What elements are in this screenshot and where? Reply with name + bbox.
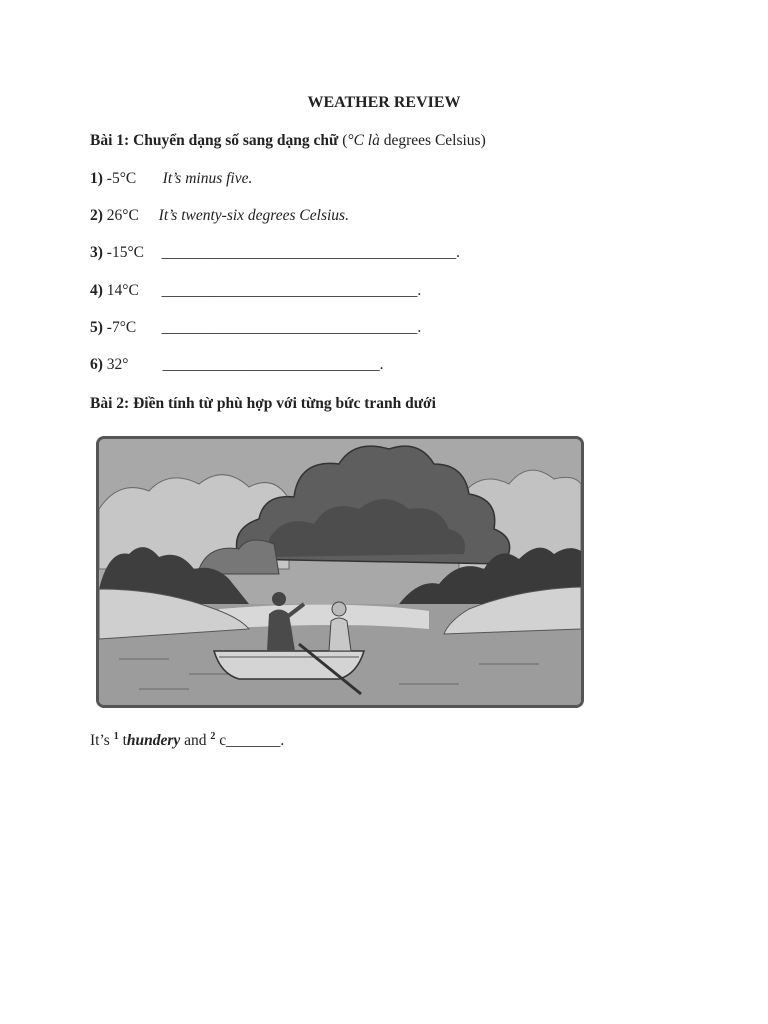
exercise-item [90, 170, 252, 188]
exercise-1-note-open: ( [342, 132, 348, 149]
sentence-middle: and [180, 732, 211, 749]
blank-2-marker: 2 [210, 731, 216, 742]
exercise-2-heading [90, 395, 436, 413]
item-number: 2) [90, 207, 103, 224]
word-2-blank[interactable]: c_______. [215, 732, 285, 749]
exercise-2-instruction: Điền tính từ phù hợp với từng bức tranh dưới [133, 395, 436, 412]
stormy-lake-illustration [96, 436, 584, 708]
answer-blank[interactable]: ____________________________. [162, 356, 384, 373]
exercise-2-label: Bài 2: [90, 395, 130, 412]
exercise-1-note-italic: °C là [347, 132, 380, 149]
answer-blank[interactable]: _________________________________. [161, 319, 422, 336]
exercise-1-instruction: Chuyển dạng số sang dạng chữ [133, 132, 339, 149]
item-temperature: -5°C [106, 170, 137, 187]
answer-blank[interactable]: _________________________________. [161, 282, 422, 299]
item-number: 4) [90, 282, 103, 299]
item-number: 3) [90, 244, 103, 261]
answer-blank[interactable]: ______________________________________. [161, 244, 461, 261]
item-temperature: -15°C [106, 244, 144, 261]
item-temperature: 14°C [106, 282, 139, 299]
exercise-1-label: Bài 1: [90, 132, 130, 149]
exercise-1-heading [90, 132, 486, 150]
word-1-answer: hundery [126, 732, 181, 749]
exercise-item [90, 356, 384, 374]
exercise-item [90, 244, 460, 262]
sentence-prefix: It’s [90, 732, 114, 749]
item-answer: It’s minus five. [162, 170, 253, 187]
item-temperature: 32° [106, 356, 129, 373]
fill-in-sentence [90, 731, 284, 750]
exercise-1-note-rest: degrees Celsius) [379, 132, 486, 149]
item-answer: It’s twenty-six degrees Celsius. [158, 207, 349, 224]
item-temperature: 26°C [106, 207, 139, 224]
item-number: 5) [90, 319, 103, 336]
item-number: 1) [90, 170, 103, 187]
exercise-item [90, 319, 421, 337]
page-title: WEATHER REVIEW [307, 94, 461, 111]
item-temperature: -7°C [106, 319, 137, 336]
exercise-item [90, 282, 421, 300]
word-1-first-letter: t [118, 732, 127, 749]
stormy-lake-drawing [99, 439, 581, 705]
exercise-item [90, 207, 349, 225]
blank-1-marker: 1 [113, 731, 119, 742]
item-number: 6) [90, 356, 103, 373]
